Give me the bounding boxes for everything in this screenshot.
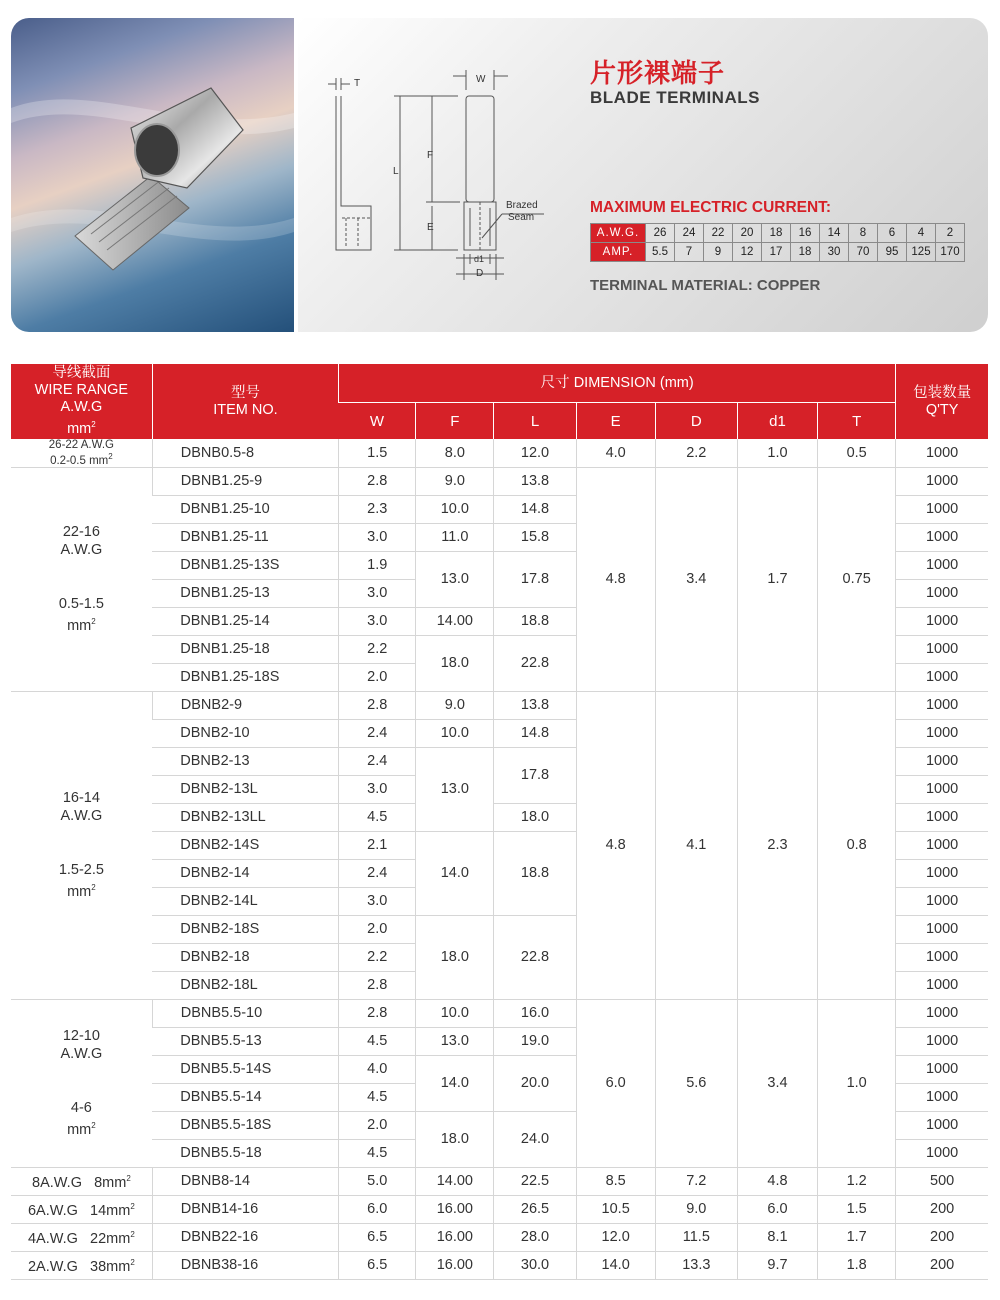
item-no-cell: DBNB5.5-18S [152, 1111, 338, 1139]
header-qty-en: Q'TY [925, 401, 959, 418]
qty-cell: 1000 [896, 915, 988, 943]
item-no-cell: DBNB22-16 [152, 1223, 338, 1251]
awg-value: 18 [762, 224, 791, 243]
dim-W-label: W [476, 74, 486, 85]
table-row [11, 1251, 988, 1279]
amp-value: 70 [849, 243, 878, 262]
qty-cell: 1000 [896, 1111, 988, 1139]
dim-W-cell: 2.2 [339, 635, 416, 663]
item-no-cell: DBNB1.25-18S [152, 663, 338, 691]
dim-E-cell: 6.0 [576, 999, 655, 1167]
dim-W-cell: 2.2 [339, 943, 416, 971]
header-wire-cn: 导线截面 [52, 365, 111, 382]
dim-D-cell: 7.2 [655, 1167, 737, 1195]
dim-L-cell: 15.8 [494, 523, 576, 551]
header-wire-mm: $mm^2$ [67, 420, 96, 437]
amp-value: 9 [704, 243, 733, 262]
dim-d1-cell: 1.7 [737, 467, 817, 691]
qty-cell: 1000 [896, 943, 988, 971]
item-no-cell: DBNB0.5-8 [152, 439, 338, 467]
dim-E-cell: 10.5 [576, 1195, 655, 1223]
dim-L-cell: 14.8 [494, 495, 576, 523]
item-no-cell: DBNB2-14 [152, 859, 338, 887]
table-row [11, 1223, 988, 1251]
dim-F-cell: 8.0 [416, 439, 494, 467]
header-col-T: T [818, 403, 896, 440]
dim-F-cell: 14.00 [416, 1167, 494, 1195]
dim-W-cell: 2.1 [339, 831, 416, 859]
dim-D-cell: 5.6 [655, 999, 737, 1167]
dim-W-cell: 3.0 [339, 607, 416, 635]
dim-W-cell: 4.5 [339, 1027, 416, 1055]
dim-E-cell: 4.8 [576, 691, 655, 999]
wire-range-cell [11, 439, 152, 467]
dim-L-cell: 19.0 [494, 1027, 576, 1055]
qty-cell: 1000 [896, 663, 988, 691]
wire-awg-range: 16-14 [62, 790, 100, 807]
wire-mm: 8mm [94, 1175, 127, 1192]
dim-F-cell: 18.0 [416, 1111, 494, 1167]
wire-mm-unit-text: mm [67, 1122, 92, 1139]
dim-F-cell: 13.0 [416, 1027, 494, 1055]
awg-value: 20 [733, 224, 762, 243]
qty-cell: 1000 [896, 775, 988, 803]
item-no-cell: DBNB1.25-14 [152, 607, 338, 635]
dim-L-cell: 17.8 [494, 747, 576, 803]
dim-W-cell: 2.4 [339, 719, 416, 747]
dim-F-cell: 13.0 [416, 551, 494, 607]
dim-W-cell: 3.0 [339, 775, 416, 803]
amp-value: 30 [820, 243, 849, 262]
header-wire-range [11, 364, 152, 439]
qty-cell: 1000 [896, 467, 988, 495]
wire-mm: 38mm [90, 1259, 131, 1276]
item-no-cell: DBNB8-14 [152, 1167, 338, 1195]
awg-label: A.W.G. [591, 224, 646, 243]
qty-cell: 1000 [896, 971, 988, 999]
dim-W-cell: 4.5 [339, 1083, 416, 1111]
dim-W-cell: 2.4 [339, 859, 416, 887]
dim-L-cell: 18.8 [494, 607, 576, 635]
dim-E-label: E [427, 222, 434, 233]
info-panel [298, 18, 988, 332]
brazed-label: Brazed [506, 200, 538, 211]
dim-E-cell: 12.0 [576, 1223, 655, 1251]
item-no-cell: DBNB1.25-18 [152, 635, 338, 663]
qty-cell: 1000 [896, 859, 988, 887]
qty-cell: 200 [896, 1195, 988, 1223]
qty-cell: 1000 [896, 1139, 988, 1167]
dim-T-cell: 0.5 [818, 439, 896, 467]
dim-W-cell: 2.0 [339, 915, 416, 943]
dim-W-cell: 2.8 [339, 691, 416, 719]
dim-T-label: T [354, 78, 361, 89]
dim-E-cell: 8.5 [576, 1167, 655, 1195]
title-chinese: 片形裸端子 [590, 58, 726, 88]
wire-awg: 4A.W.G [27, 1231, 78, 1248]
spec-table [11, 364, 988, 1280]
dim-L-cell: 16.0 [494, 999, 576, 1027]
dim-D-cell: 3.4 [655, 467, 737, 691]
awg-value: 6 [878, 224, 907, 243]
amp-value: 18 [791, 243, 820, 262]
item-no-cell: DBNB1.25-11 [152, 523, 338, 551]
qty-cell: 1000 [896, 439, 988, 467]
qty-cell: 200 [896, 1223, 988, 1251]
qty-cell: 1000 [896, 887, 988, 915]
dim-D-cell: 13.3 [655, 1251, 737, 1279]
table-row [11, 439, 988, 467]
dim-D-cell: 9.0 [655, 1195, 737, 1223]
item-no-cell: DBNB2-13LL [152, 803, 338, 831]
awg-value: 14 [820, 224, 849, 243]
qty-cell: 200 [896, 1251, 988, 1279]
dim-W-cell: 2.8 [339, 971, 416, 999]
header-col-d1: d1 [737, 403, 817, 440]
item-no-cell: DBNB5.5-14S [152, 1055, 338, 1083]
wire-mm-value: 0.2-0.5 mm [50, 454, 109, 467]
dim-F-cell: 9.0 [416, 691, 494, 719]
dim-D-cell: 11.5 [655, 1223, 737, 1251]
dim-L-cell: 30.0 [494, 1251, 576, 1279]
amp-value: 170 [936, 243, 965, 262]
qty-cell: 1000 [896, 747, 988, 775]
qty-cell: 1000 [896, 831, 988, 859]
dim-W-cell: 2.0 [339, 1111, 416, 1139]
header-col-W: W [339, 403, 416, 440]
wire-range-cell: 4A.W.G $22mm^2$ [11, 1223, 152, 1251]
awg-value: 22 [704, 224, 733, 243]
qty-cell: 1000 [896, 1055, 988, 1083]
amp-value: 125 [907, 243, 936, 262]
product-photo [11, 18, 294, 332]
dim-L-cell: 28.0 [494, 1223, 576, 1251]
amp-value: 95 [878, 243, 907, 262]
amp-value: 7 [675, 243, 704, 262]
awg-value: 24 [675, 224, 704, 243]
spec-table-body [11, 439, 988, 1279]
wire-range-cell: 2A.W.G $38mm^2$ [11, 1251, 152, 1279]
dim-F-cell: 14.0 [416, 831, 494, 915]
dim-F-cell: 10.0 [416, 999, 494, 1027]
dimension-drawing [298, 18, 568, 318]
dim-T-cell: 1.0 [818, 999, 896, 1167]
item-no-cell: DBNB38-16 [152, 1251, 338, 1279]
dim-L-cell: 18.0 [494, 803, 576, 831]
header-col-E: E [576, 403, 655, 440]
dim-E-cell: 14.0 [576, 1251, 655, 1279]
dim-L-cell: 22.8 [494, 635, 576, 691]
dim-T-cell: 0.75 [818, 467, 896, 691]
dim-W-cell: 2.3 [339, 495, 416, 523]
awg-value: 16 [791, 224, 820, 243]
qty-cell: 1000 [896, 1027, 988, 1055]
dim-W-cell: 6.5 [339, 1251, 416, 1279]
header-dimension: 尺寸 DIMENSION (mm) [339, 364, 896, 403]
dim-F-cell: 14.00 [416, 607, 494, 635]
wire-awg-unit: A.W.G [60, 1046, 103, 1063]
amp-label: AMP. [591, 243, 646, 262]
wire-range-cell [11, 999, 152, 1167]
item-no-cell: DBNB5.5-14 [152, 1083, 338, 1111]
item-no-cell: DBNB2-9 [152, 691, 338, 719]
dim-F-label: F [427, 150, 434, 161]
qty-cell: 1000 [896, 635, 988, 663]
awg-value: 26 [646, 224, 675, 243]
item-no-cell: DBNB2-13L [152, 775, 338, 803]
dim-F-cell: 16.00 [416, 1223, 494, 1251]
header-item-cn: 型号 [230, 384, 260, 401]
wire-mm-unit: $mm^2$ [67, 883, 96, 901]
dim-F-cell: 10.0 [416, 719, 494, 747]
dim-W-cell: 2.8 [339, 999, 416, 1027]
item-no-cell: DBNB5.5-18 [152, 1139, 338, 1167]
wire-mm-unit-text: mm [67, 618, 92, 635]
item-no-cell: DBNB1.25-13 [152, 579, 338, 607]
wire-range-cell [11, 691, 152, 999]
awg-row [591, 224, 965, 243]
dim-F-cell: 16.00 [416, 1251, 494, 1279]
dim-D-cell: 2.2 [655, 439, 737, 467]
amp-value: 17 [762, 243, 791, 262]
dim-L-label: L [393, 166, 399, 177]
qty-cell: 1000 [896, 579, 988, 607]
item-no-cell: DBNB5.5-10 [152, 999, 338, 1027]
dim-T-cell: 1.2 [818, 1167, 896, 1195]
table-row [11, 1195, 988, 1223]
item-no-cell: DBNB1.25-10 [152, 495, 338, 523]
table-row [11, 691, 988, 719]
dim-F-cell: 9.0 [416, 467, 494, 495]
header-item-no [152, 364, 338, 439]
dim-L-cell: 12.0 [494, 439, 576, 467]
current-table [590, 223, 965, 262]
dim-T-cell: 1.8 [818, 1251, 896, 1279]
terminal-material: TERMINAL MATERIAL: COPPER [590, 277, 821, 294]
dim-W-cell: 4.5 [339, 1139, 416, 1167]
qty-cell: 1000 [896, 607, 988, 635]
blade-terminal-image [11, 18, 294, 332]
header-qty-cn: 包装数量 [913, 384, 972, 401]
qty-cell: 1000 [896, 999, 988, 1027]
wire-mm: 14mm [90, 1203, 131, 1220]
amp-value: 5.5 [646, 243, 675, 262]
dim-W-cell: 1.5 [339, 439, 416, 467]
qty-cell: 1000 [896, 803, 988, 831]
wire-mm-unit: $mm^2$ [67, 1121, 96, 1139]
wire-awg: 6A.W.G [27, 1203, 78, 1220]
dim-F-cell: 18.0 [416, 635, 494, 691]
dim-W-cell: 1.9 [339, 551, 416, 579]
qty-cell: 1000 [896, 495, 988, 523]
dim-W-cell: 3.0 [339, 579, 416, 607]
title-english: BLADE TERMINALS [590, 88, 760, 107]
table-row [11, 1167, 988, 1195]
wire-range-cell: 6A.W.G $14mm^2$ [11, 1195, 152, 1223]
amp-row [591, 243, 965, 262]
table-row [11, 467, 988, 495]
seam-label: Seam [508, 212, 535, 223]
item-no-cell: DBNB1.25-9 [152, 467, 338, 495]
item-no-cell: DBNB2-14L [152, 887, 338, 915]
item-no-cell: DBNB2-18S [152, 915, 338, 943]
dim-d1-cell: 8.1 [737, 1223, 817, 1251]
dim-L-cell: 24.0 [494, 1111, 576, 1167]
dim-W-cell: 2.0 [339, 663, 416, 691]
dim-W-cell: 4.0 [339, 1055, 416, 1083]
wire-range-cell: 8A.W.G $8mm^2$ [11, 1167, 152, 1195]
item-no-cell: DBNB2-18L [152, 971, 338, 999]
wire-awg: 26-22 A.W.G [48, 439, 114, 451]
wire-awg: 8A.W.G [32, 1175, 82, 1192]
wire-awg-range: 12-10 [62, 1028, 100, 1045]
dim-L-cell: 13.8 [494, 691, 576, 719]
dim-L-cell: 18.8 [494, 831, 576, 915]
qty-cell: 500 [896, 1167, 988, 1195]
item-no-cell: DBNB1.25-13S [152, 551, 338, 579]
dim-L-cell: 17.8 [494, 551, 576, 607]
dim-W-cell: 2.8 [339, 467, 416, 495]
dim-W-cell: 2.4 [339, 747, 416, 775]
dim-d1-label: d1 [474, 254, 485, 264]
item-no-cell: DBNB2-14S [152, 831, 338, 859]
dim-D-label: D [476, 268, 484, 279]
dim-d1-cell: 4.8 [737, 1167, 817, 1195]
dim-F-cell: 14.0 [416, 1055, 494, 1111]
header-wire-en: WIRE RANGE [34, 382, 129, 399]
dim-F-cell: 11.0 [416, 523, 494, 551]
dim-d1-cell: 1.0 [737, 439, 817, 467]
wire-mm-unit-text: mm [67, 884, 92, 901]
dim-W-cell: 6.0 [339, 1195, 416, 1223]
dim-F-cell: 13.0 [416, 747, 494, 831]
qty-cell: 1000 [896, 1083, 988, 1111]
header-col-L: L [494, 403, 576, 440]
item-no-cell: DBNB5.5-13 [152, 1027, 338, 1055]
qty-cell: 1000 [896, 523, 988, 551]
dim-E-cell: 4.8 [576, 467, 655, 691]
awg-value: 2 [936, 224, 965, 243]
dim-T-cell: 1.7 [818, 1223, 896, 1251]
wire-mm-range: 0.5-1.5 [58, 596, 104, 613]
item-no-cell: DBNB2-13 [152, 747, 338, 775]
dim-d1-cell: 9.7 [737, 1251, 817, 1279]
dim-L-cell: 13.8 [494, 467, 576, 495]
dim-F-cell: 10.0 [416, 495, 494, 523]
header-item-en: ITEM NO. [213, 401, 278, 418]
wire-mm-range: 1.5-2.5 [58, 862, 104, 879]
qty-cell: 1000 [896, 551, 988, 579]
dim-E-cell: 4.0 [576, 439, 655, 467]
header-wire-awg: A.W.G [60, 399, 103, 416]
dim-W-cell: 4.5 [339, 803, 416, 831]
dim-L-cell: 26.5 [494, 1195, 576, 1223]
awg-value: 4 [907, 224, 936, 243]
header-col-F: F [416, 403, 494, 440]
dim-W-cell: 3.0 [339, 523, 416, 551]
dim-d1-cell: 3.4 [737, 999, 817, 1167]
wire-mm: 22mm [90, 1231, 131, 1248]
amp-value: 12 [733, 243, 762, 262]
dim-T-cell: 1.5 [818, 1195, 896, 1223]
wire-mm-range: 4-6 [70, 1100, 92, 1117]
dim-T-cell: 0.8 [818, 691, 896, 999]
item-no-cell: DBNB14-16 [152, 1195, 338, 1223]
item-no-cell: DBNB2-18 [152, 943, 338, 971]
dim-d1-cell: 2.3 [737, 691, 817, 999]
dim-L-cell: 14.8 [494, 719, 576, 747]
header-qty [896, 364, 988, 439]
qty-cell: 1000 [896, 719, 988, 747]
dim-d1-cell: 6.0 [737, 1195, 817, 1223]
wire-awg-range: 22-16 [62, 524, 100, 541]
dim-D-cell: 4.1 [655, 691, 737, 999]
wire-awg-unit: A.W.G [60, 808, 103, 825]
dim-F-cell: 16.00 [416, 1195, 494, 1223]
dim-W-cell: 3.0 [339, 887, 416, 915]
dim-W-cell: 5.0 [339, 1167, 416, 1195]
dim-W-cell: 6.5 [339, 1223, 416, 1251]
dim-L-cell: 22.5 [494, 1167, 576, 1195]
qty-cell: 1000 [896, 691, 988, 719]
wire-awg: 2A.W.G [27, 1259, 78, 1276]
dim-L-cell: 22.8 [494, 915, 576, 999]
table-row [11, 999, 988, 1027]
dim-L-cell: 20.0 [494, 1055, 576, 1111]
item-no-cell: DBNB2-10 [152, 719, 338, 747]
wire-range-cell [11, 467, 152, 691]
wire-awg-unit: A.W.G [60, 542, 103, 559]
max-current-title: MAXIMUM ELECTRIC CURRENT: [590, 199, 832, 216]
awg-value: 8 [849, 224, 878, 243]
wire-mm: 0.2-0.5 $mm^2$ [50, 452, 113, 467]
header-col-D: D [655, 403, 737, 440]
dim-F-cell: 18.0 [416, 915, 494, 999]
wire-mm-unit: $mm^2$ [67, 617, 96, 635]
